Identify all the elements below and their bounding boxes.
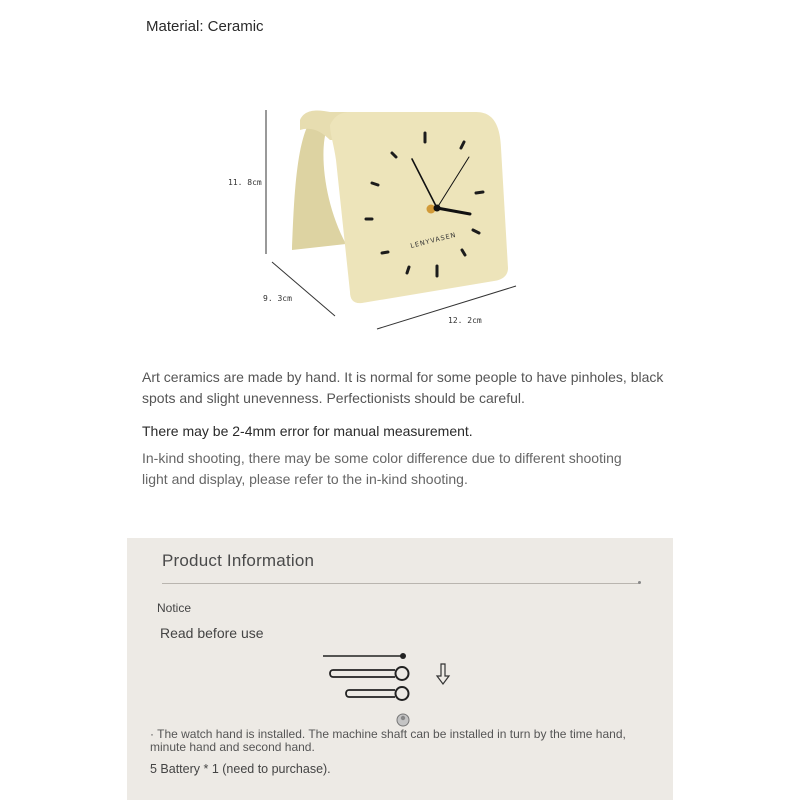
clock-center-pin: [434, 205, 441, 212]
note-ceramics: Art ceramics are made by hand. It is normal for some people to have pinholes, black spots and slight unevenness. Perfectionists should be careful.: [142, 369, 664, 406]
minute-hand-shape: [330, 670, 395, 677]
watch-hands-diagram: [307, 646, 467, 736]
clock-face: [330, 112, 508, 303]
hour-hand-shape: [346, 690, 395, 697]
read-before-use-label: Read before use: [160, 625, 264, 641]
note-color-difference: In-kind shooting, there may be some color difference due to different shooting light and display, please refer to the in-kind shooting.: [142, 450, 622, 487]
install-note: · The watch hand is installed. The machine shaft can be installed in turn by the time hand, minute hand and second hand.: [150, 727, 626, 754]
battery-note: 5 Battery * 1 (need to purchase).: [150, 762, 331, 776]
minute-hand-ring: [396, 667, 409, 680]
shaft-nut-center: [401, 716, 405, 720]
product-info-panel: [127, 538, 673, 800]
material-label: Material: Ceramic: [146, 18, 264, 35]
divider-dot: [638, 581, 641, 584]
clock-brand-logo: LENYVASEN: [409, 230, 458, 250]
width-dimension-label: 12. 2cm: [448, 316, 482, 325]
divider: [162, 583, 640, 584]
depth-dimension-line: [272, 262, 335, 316]
hour-hand-ring: [396, 687, 409, 700]
product-info-title: Product Information: [162, 551, 315, 570]
arrow-down-icon: [437, 664, 449, 684]
height-dimension-label: 11. 8cm: [228, 178, 262, 187]
depth-dimension-label: 9. 3cm: [263, 294, 292, 303]
notice-label: Notice: [157, 601, 192, 615]
second-hand-pin: [400, 653, 406, 659]
note-measurement-error: There may be 2-4mm error for manual measurement.: [142, 423, 473, 439]
clock-dimension-figure: [0, 0, 800, 360]
